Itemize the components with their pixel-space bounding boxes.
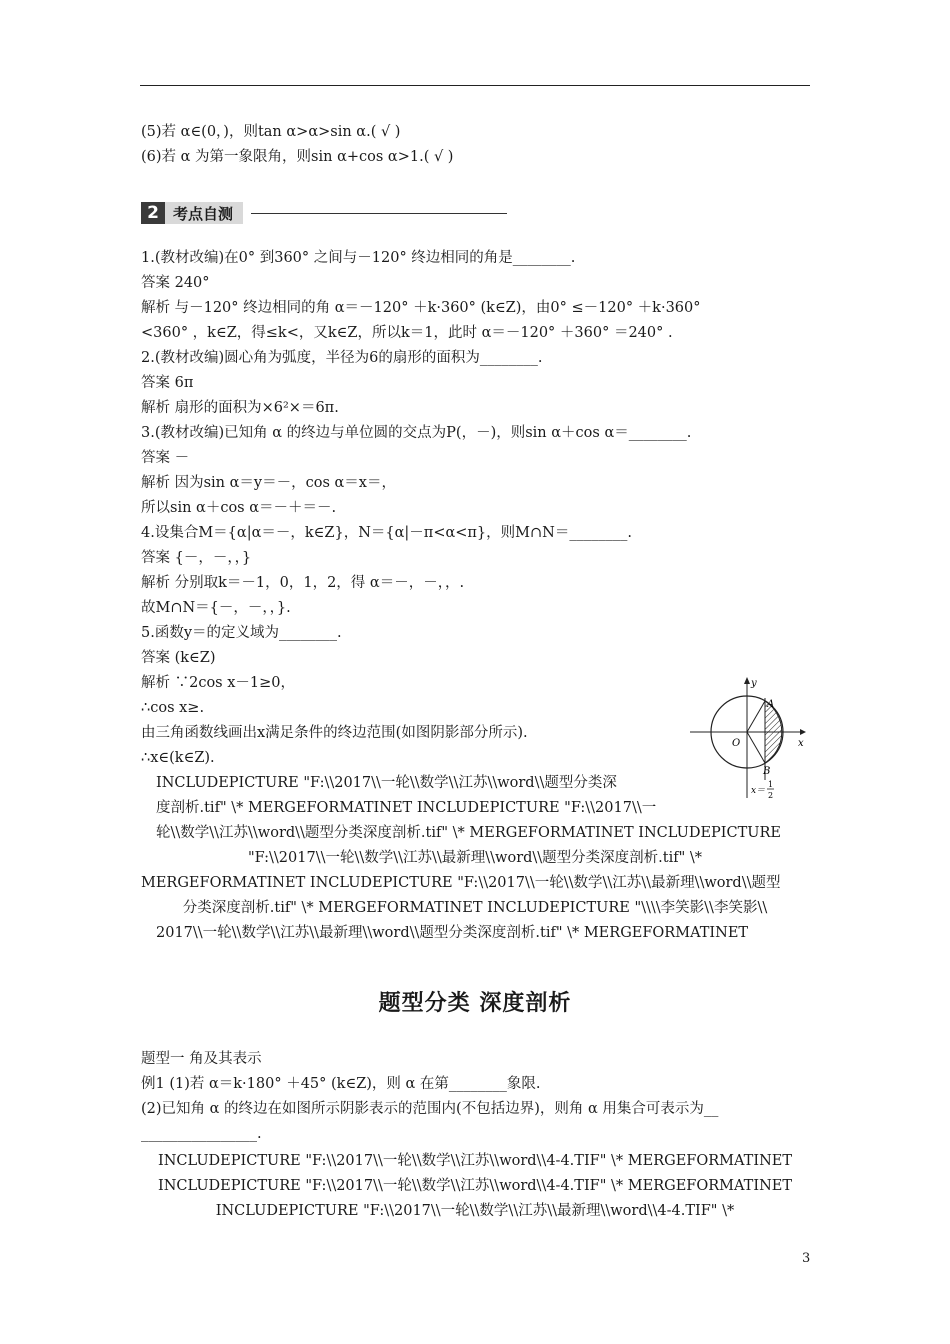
label-y: y	[751, 678, 757, 689]
text-line: 由三角函数线画出x满足条件的终边范围(如图阴影部分所示).	[141, 725, 528, 741]
text-line: 度剖析.tif" \* MERGEFORMATINET INCLUDEPICTURE "F:\\2017\\一	[156, 800, 657, 816]
ray-oa	[747, 701, 765, 732]
label-line: x＝	[751, 786, 766, 796]
text-line: 题型一 角及其表示	[141, 1051, 262, 1067]
page-number: 3	[802, 1251, 811, 1266]
text-line: 所以sin α＋cos α＝－＋＝－.	[141, 500, 337, 516]
text-line: 解析 因为sin α＝y＝－，cos α＝x＝，	[141, 475, 396, 491]
text-line: 解析 扇形的面积为×6²×＝6π.	[141, 400, 339, 416]
ray-ob	[747, 732, 765, 763]
section-number: 2	[141, 202, 165, 224]
text-line: 解析 ∵2cos x－1≥0，	[141, 675, 296, 691]
label-b: B	[763, 766, 771, 777]
text-line: 1.(教材改编)在0° 到360° 之间与－120° 终边相同的角是________.	[141, 250, 576, 266]
text-line: 答案 －	[141, 450, 190, 466]
header-rule	[140, 85, 810, 86]
text-line: 答案 {－，－，，}	[141, 550, 252, 566]
unit-circle-svg	[688, 676, 808, 804]
section-label: 考点自测	[165, 202, 243, 224]
unit-circle-figure	[688, 676, 808, 804]
text-line: 例1 (1)若 α＝k·180° ＋45° (k∈Z)，则 α 在第________象限.	[141, 1076, 541, 1092]
text-line: 2.(教材改编)圆心角为弧度，半径为6的扇形的面积为________.	[141, 350, 543, 366]
text-line: (6)若 α 为第一象限角，则sin α+cos α>1.( √ )	[141, 149, 454, 165]
text-line: ________________.	[141, 1126, 262, 1142]
text-line: 轮\\数学\\江苏\\word\\题型分类深度剖析.tif" \* MERGEFORMATINET INCLUDEPICTURE	[156, 825, 782, 841]
text-line: "F:\\2017\\一轮\\数学\\江苏\\最新理\\word\\题型分类深度剖析.tif" \*	[247, 850, 703, 866]
text-line: (5)若 α∈(0，)，则tan α>α>sin α.( √ )	[141, 124, 401, 140]
label-frac-num: 1	[768, 780, 774, 789]
text-line: INCLUDEPICTURE "F:\\2017\\一轮\\数学\\江苏\\最新理\\word\\4-4.TIF" \*	[215, 1203, 735, 1219]
text-line: 故M∩N＝{－，－，，}.	[141, 600, 291, 616]
text-line: 3.(教材改编)已知角 α 的终边与单位圆的交点为P(，－)，则sin α＋cos α＝________.	[141, 425, 692, 441]
text-line: 解析 分别取k＝－1，0，1，2，得 α＝－，－，，.	[141, 575, 465, 591]
text-line: 2017\\一轮\\数学\\江苏\\最新理\\word\\题型分类深度剖析.tif" \* MERGEFORMATINET	[156, 925, 749, 941]
text-line: 分类深度剖析.tif" \* MERGEFORMATINET INCLUDEPICTURE "\\\\李笑影\\李笑影\\	[182, 900, 768, 916]
text-line: 解析 与－120° 终边相同的角 α＝－120° ＋k·360° (k∈Z)，由0° ≤－120° ＋k·360°	[141, 300, 701, 316]
y-axis-arrow	[744, 677, 750, 684]
x-axis-arrow	[800, 729, 806, 735]
label-o: O	[732, 738, 741, 749]
label-a: A	[767, 699, 775, 710]
chapter-title: 题型分类 深度剖析	[378, 991, 572, 1016]
text-line: INCLUDEPICTURE "F:\\2017\\一轮\\数学\\江苏\\word\\题型分类深	[156, 775, 617, 791]
text-line: INCLUDEPICTURE "F:\\2017\\一轮\\数学\\江苏\\word\\4-4.TIF" \* MERGEFORMATINET	[157, 1178, 793, 1194]
text-line: 4.设集合M＝{α|α＝－，k∈Z}，N＝{α|－π<α<π}，则M∩N＝________.	[141, 525, 632, 541]
text-line: 答案 240°	[141, 275, 210, 291]
text-line: ∴x∈(k∈Z).	[141, 750, 215, 766]
text-line: <360° ，k∈Z，得≤k<，又k∈Z，所以k＝1，此时 α＝－120° ＋360° ＝240° .	[141, 325, 673, 341]
text-line: MERGEFORMATINET INCLUDEPICTURE "F:\\2017\\一轮\\数学\\江苏\\最新理\\word\\题型	[141, 875, 781, 891]
text-line: 答案 6π	[141, 375, 194, 391]
section-heading	[141, 201, 507, 225]
label-frac-den: 2	[768, 791, 774, 800]
text-line: (2)已知角 α 的终边在如图所示阴影表示的范围内(不包括边界)，则角 α 用集合可表示为__	[141, 1101, 719, 1117]
text-line: INCLUDEPICTURE "F:\\2017\\一轮\\数学\\江苏\\word\\4-4.TIF" \* MERGEFORMATINET	[157, 1153, 793, 1169]
text-line: 答案 (k∈Z)	[141, 650, 216, 666]
section-rule	[251, 213, 507, 214]
text-line: ∴cos x≥.	[141, 700, 205, 716]
text-line: 5.函数y＝的定义域为________.	[141, 625, 342, 641]
label-x: x	[798, 738, 804, 749]
